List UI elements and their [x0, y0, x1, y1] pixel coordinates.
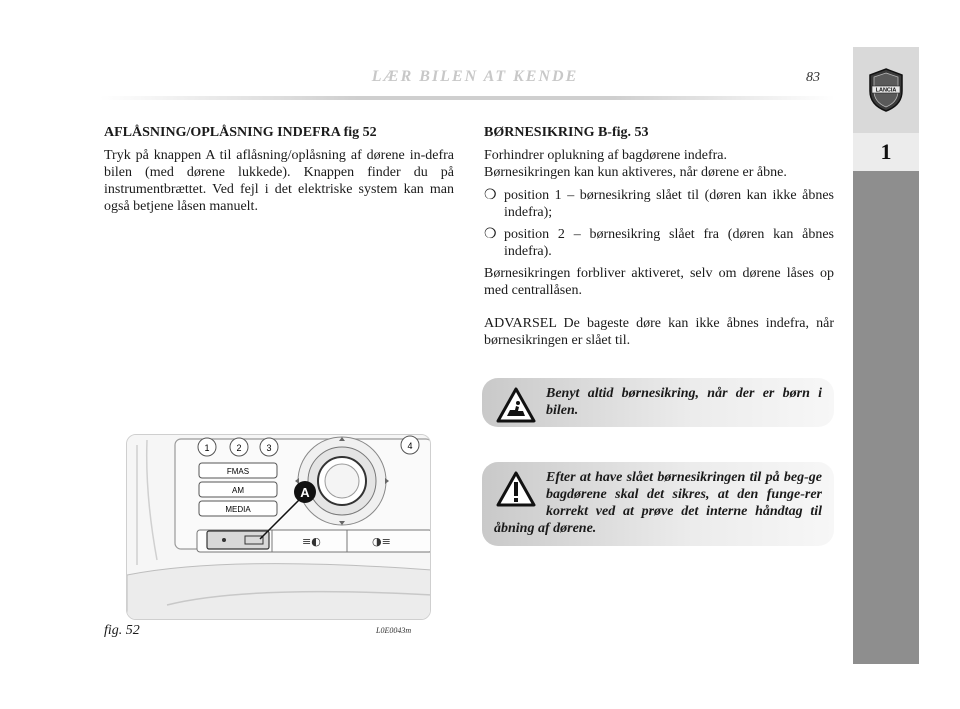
svg-text:FMAS: FMAS	[226, 467, 250, 476]
svg-text:≡◐: ≡◐	[302, 535, 321, 548]
lancia-logo-icon	[866, 67, 906, 113]
advarsel-paragraph: ADVARSEL De bageste døre kan ikke åbnes indefra, når børnesikringen er slået til.	[484, 316, 834, 348]
warning-box-child-seat	[482, 378, 834, 427]
header-rule	[100, 96, 835, 100]
section-heading-child-lock: BØRNESIKRING B-fig. 53	[484, 125, 649, 140]
section-heading-locking: AFLÅSNING/OPLÅSNING INDEFRA fig 52	[104, 125, 377, 140]
figure-caption: fig. 52	[104, 623, 140, 638]
bullet-mark: ❍	[484, 188, 497, 203]
svg-text:AM: AM	[232, 486, 244, 495]
bullet-text: position 2 – børnesikring slået fra (døren kan åbnes indefra).	[504, 227, 834, 259]
locking-paragraph: Tryk på knappen A til aflåsning/oplåsning af dørene in-defra bilen (med dørene lukkede). Knappen finder du på instrumentbrættet. Ved fejl i det elektriske system kan man også betjene låsen manuelt.	[104, 148, 454, 214]
svg-text:1: 1	[204, 443, 210, 453]
child-seat-warning-icon	[496, 387, 536, 423]
bullet-text: position 1 – børnesikring slået til (døren kan ikke åbnes indefra);	[504, 188, 834, 220]
child-lock-note: Børnesikringen forbliver aktiveret, selv om dørene låses op med centrallåsen.	[484, 266, 834, 298]
svg-text:2: 2	[236, 443, 242, 453]
svg-text:MEDIA: MEDIA	[225, 505, 251, 514]
warning-box-handle-test	[482, 462, 834, 546]
list-item	[484, 226, 834, 260]
dashboard-illustration	[127, 435, 431, 620]
figure-code: L0E0043m	[376, 626, 412, 635]
child-lock-intro-2: Børnesikringen kan kun aktiveres, når dørene er åbne.	[484, 165, 787, 180]
bullet-mark: ❍	[484, 227, 497, 242]
chapter-number: 1	[853, 133, 919, 171]
child-lock-intro-1: Forhindrer oplukning af bagdørene indefra.	[484, 148, 727, 163]
brand-logo	[853, 47, 919, 133]
figure-dashboard-console	[126, 434, 431, 620]
svg-text:3: 3	[266, 443, 272, 453]
svg-text:◑≡: ◑≡	[372, 535, 391, 548]
left-column	[104, 124, 454, 221]
door-lock-button	[207, 531, 269, 549]
page-number: 83	[806, 70, 820, 85]
svg-text:LANCIA: LANCIA	[875, 87, 897, 94]
warning-triangle-icon	[496, 471, 536, 507]
list-item	[484, 187, 834, 221]
running-header-title: LÆR BILEN AT KENDE	[371, 68, 579, 85]
svg-text:A: A	[300, 485, 310, 500]
warning-text: Efter at have slået børnesikringen til på beg-ge bagdørene skal det sikres, at den funge-rer korrekt ved at prøve det interne håndtag til åbning af dørene.	[494, 470, 822, 536]
warning-text: Benyt altid børnesikring, når der er børn i bilen.	[546, 386, 822, 418]
band-buttons	[199, 463, 277, 516]
svg-text:4: 4	[407, 441, 413, 451]
right-column	[484, 124, 834, 355]
